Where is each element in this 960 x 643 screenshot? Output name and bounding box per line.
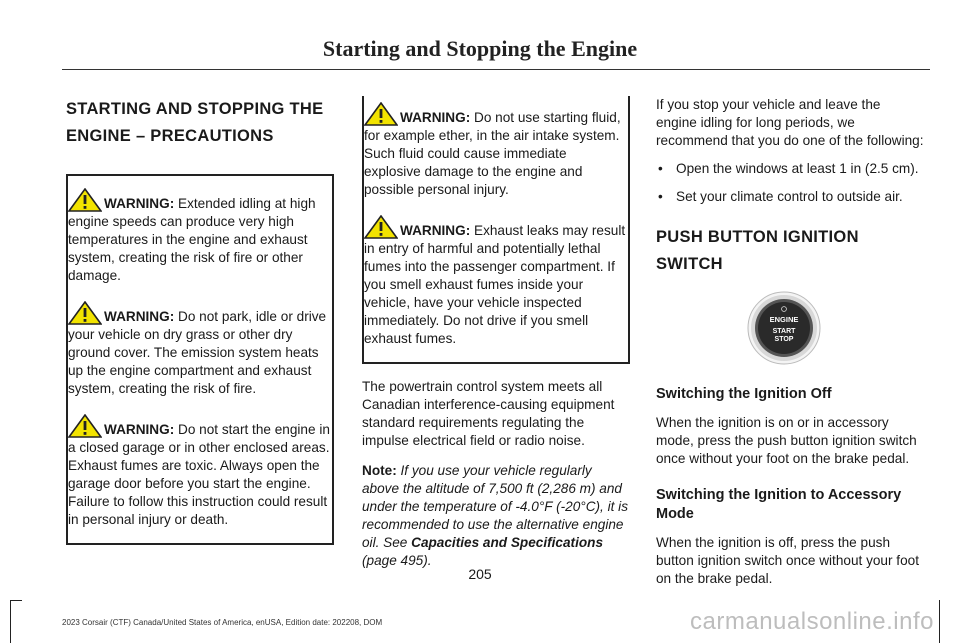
button-text-stop: STOP [774, 336, 794, 343]
warning-triangle-icon [68, 188, 102, 212]
warning-box [362, 96, 630, 364]
section-heading-precautions [66, 96, 334, 150]
watermark-site: carmanualsonline.info [690, 608, 934, 635]
accessory-mode-text: When the ignition is off, press the push button ignition switch once without your foot on the brake pedal. [656, 535, 919, 586]
idling-intro: If you stop your vehicle and leave the engine idling for long periods, we recommend that you do one of the following: [656, 97, 924, 148]
warning-label: WARNING: [104, 422, 175, 437]
column-3 [656, 96, 924, 588]
heading-line-2: ENGINE – PRECAUTIONS [66, 127, 274, 145]
warning-label: WARNING: [400, 110, 471, 125]
column-1 [66, 96, 334, 545]
warning-text: Do not start the engine in a closed garage or in other enclosed areas. Exhaust fumes are toxic. Always open the garage door before you start the engine. Failure to follow this instruction could result in personal injury or death. [68, 422, 330, 527]
ignition-off-text: When the ignition is on or in accessory mode, press the push button ignition switch once without your foot on the brake pedal. [656, 415, 917, 466]
subheading-accessory-mode: Switching the Ignition to Accessory Mode [656, 487, 902, 522]
warning-triangle-icon [68, 414, 102, 438]
header-rule [62, 69, 930, 70]
warning-label: WARNING: [400, 223, 471, 238]
crop-mark [939, 600, 940, 643]
warning-box [66, 174, 334, 545]
crop-mark [10, 600, 11, 643]
list-item: • Set your climate control to outside air. [656, 188, 924, 206]
heading-line-1: STARTING AND STOPPING THE [66, 100, 324, 118]
column-2 [362, 96, 630, 570]
warning-item [364, 205, 628, 354]
warning-item [68, 404, 332, 535]
warning-label: WARNING: [104, 196, 175, 211]
warning-item [68, 291, 332, 404]
edition-footer: 2023 Corsair (CTF) Canada/United States of America, enUSA, Edition date: 202208, DOM [62, 618, 383, 627]
warning-text: Do not park, idle or drive your vehicle on dry grass or other dry ground cover. The emission system heats up the engine compartment and exhaust system, creating the risk of fire. [68, 309, 327, 396]
crop-mark [10, 600, 22, 601]
section-heading-push-button: PUSH BUTTON IGNITION SWITCH [656, 228, 859, 273]
note-text: If you use your vehicle regularly above the altitude of 7,500 ft (2,286 m) and under the temperature of -4.0°F (-20°C), it is recommended to use the alternative engine oil. See [362, 463, 628, 550]
warning-triangle-icon [364, 102, 398, 126]
engine-start-stop-button-icon [746, 290, 822, 366]
note-page-ref: (page 495). [362, 553, 432, 568]
list-item: • Open the windows at least 1 in (2.5 cm). [656, 160, 924, 178]
button-text-start: START [772, 328, 796, 335]
warning-text: Do not use starting fluid, for example ether, in the air intake system. Such fluid could cause immediate explosive damage to the engine and possible personal injury. [364, 110, 621, 197]
recommendation-list [656, 160, 924, 206]
warning-label: WARNING: [104, 309, 175, 324]
warning-text: Extended idling at high engine speeds can produce very high temperatures in the engine and exhaust system, creating the risk of fire or other damage. [68, 196, 316, 283]
page-number: 205 [468, 566, 492, 582]
running-header: Starting and Stopping the Engine [322, 36, 638, 61]
warning-item [68, 176, 332, 291]
altitude-note [362, 462, 630, 570]
warning-text: Exhaust leaks may result in entry of harmful and potentially lethal fumes into the passenger compartment. If you smell exhaust fumes inside your vehicle, have your vehicle inspected immediately. Do not drive if you smell exhaust fumes. [364, 223, 626, 346]
button-text-engine: ENGINE [769, 315, 799, 324]
note-label: Note: [362, 463, 397, 478]
cross-reference-link[interactable]: Capacities and Specifications [411, 535, 604, 550]
subheading-ignition-off: Switching the Ignition Off [656, 386, 832, 402]
warning-item [364, 96, 628, 205]
warning-triangle-icon [364, 215, 398, 239]
powertrain-paragraph: The powertrain control system meets all Canadian interference-causing equipment standard requirements regulating the impulse electrical field or radio noise. [362, 379, 615, 448]
warning-triangle-icon [68, 301, 102, 325]
